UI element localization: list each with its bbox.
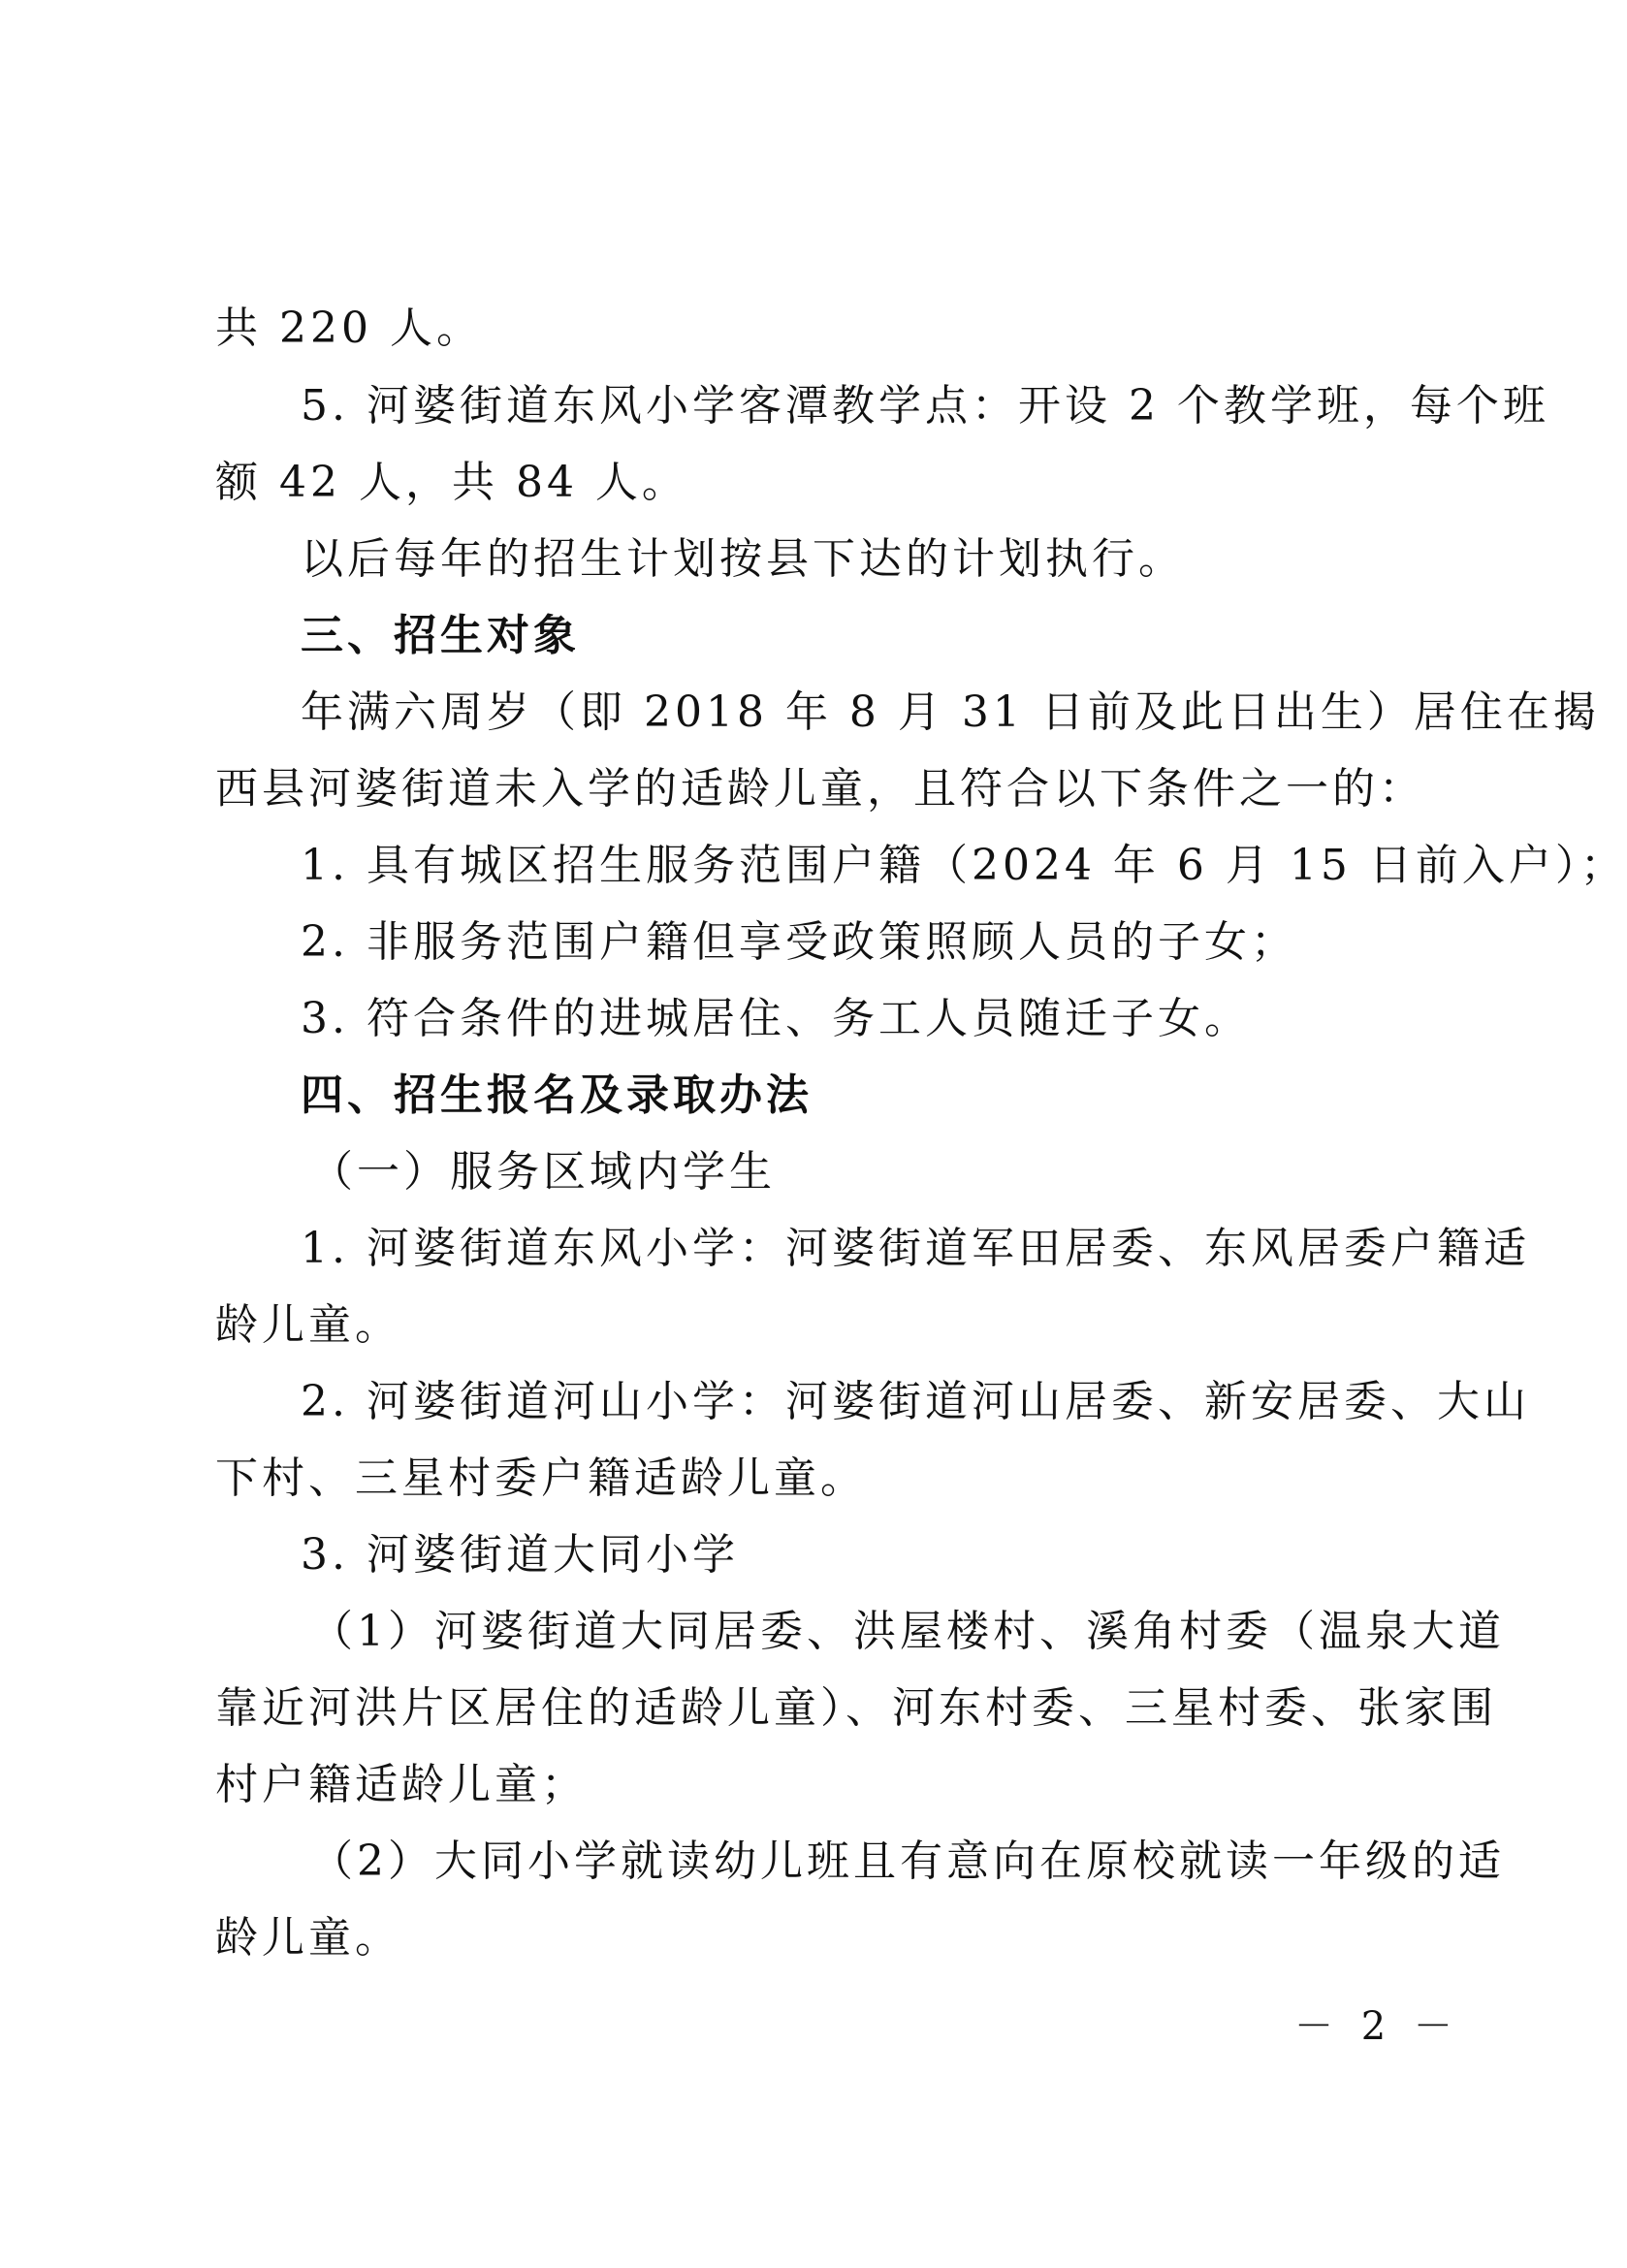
paragraph-line: 龄儿童。	[215, 1300, 401, 1350]
paragraph-line: 西县河婆街道未入学的适龄儿童，且符合以下条件之一的：	[215, 764, 1425, 814]
paragraph-line: 下村、三星村委户籍适龄儿童。	[215, 1453, 867, 1503]
paragraph-line: 村户籍适龄儿童；	[215, 1760, 588, 1809]
subsection-heading: （一）服务区域内学生	[310, 1147, 776, 1197]
paragraph-line: 1. 具有城区招生服务范围户籍（2024 年 6 月 15 日前入户）；	[301, 841, 1627, 890]
paragraph-line: 以后每年的招生计划按县下达的计划执行。	[301, 534, 1185, 584]
paragraph-line: 额 42 人，共 84 人。	[215, 458, 688, 507]
section-heading: 三、招生对象	[301, 611, 580, 660]
paragraph-line: （2）大同小学就读幼儿班且有意向在原校就读一年级的适	[310, 1837, 1505, 1886]
paragraph-line: （1）河婆街道大同居委、洪屋楼村、溪角村委（温泉大道	[310, 1607, 1505, 1656]
paragraph-line: 2. 河婆街道河山小学：河婆街道河山居委、新安居委、大山	[301, 1377, 1530, 1426]
paragraph-line: 5. 河婆街道东风小学客潭教学点：开设 2 个教学班，每个班	[301, 381, 1549, 431]
paragraph-line: 年满六周岁（即 2018 年 8 月 31 日前及此日出生）居住在揭	[301, 687, 1600, 737]
paragraph-line: 3. 符合条件的进城居住、务工人员随迁子女。	[301, 994, 1251, 1043]
page-number: － 2 －	[1294, 2004, 1460, 2049]
section-heading: 四、招生报名及录取办法	[301, 1070, 813, 1120]
paragraph-line: 共 220 人。	[215, 303, 483, 353]
paragraph-line: 1. 河婆街道东风小学：河婆街道军田居委、东风居委户籍适	[301, 1224, 1530, 1273]
paragraph-line: 靠近河洪片区居住的适龄儿童）、河东村委、三星村委、张家围	[215, 1683, 1497, 1733]
paragraph-line: 2. 非服务范围户籍但享受政策照顾人员的子女；	[301, 917, 1297, 967]
paragraph-line: 3. 河婆街道大同小学	[301, 1530, 739, 1580]
paragraph-line: 龄儿童。	[215, 1913, 401, 1963]
